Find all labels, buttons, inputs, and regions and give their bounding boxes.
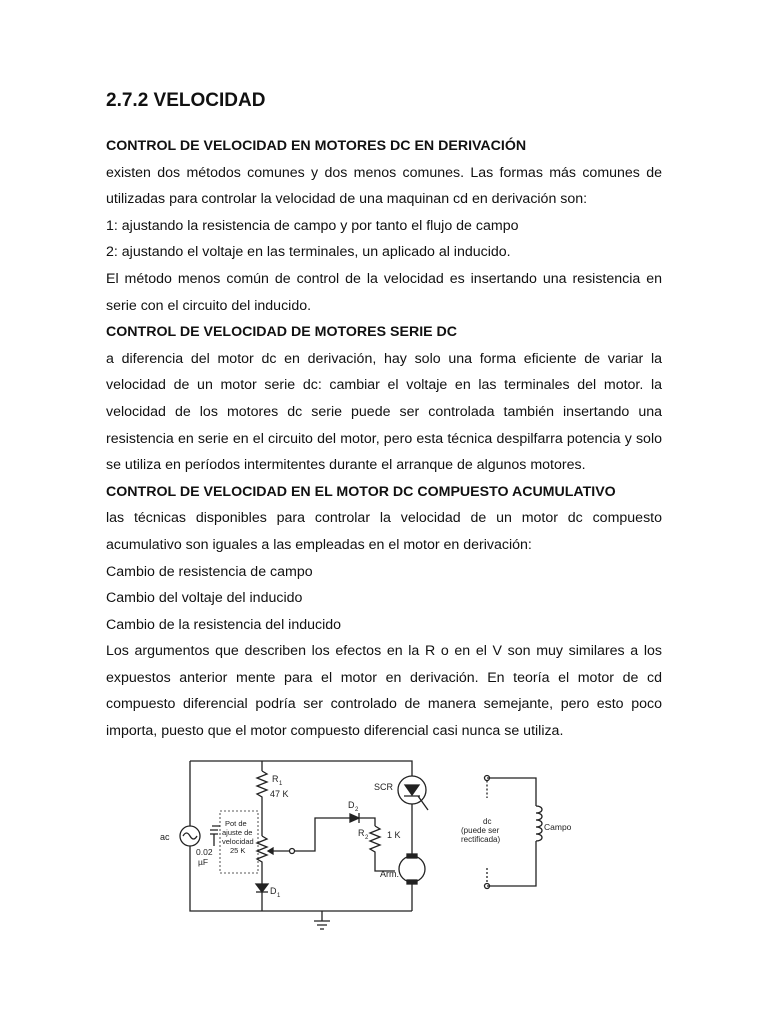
campo-label: Campo [544, 822, 572, 832]
subheading-series: CONTROL DE VELOCIDAD DE MOTORES SERIE DC [106, 324, 458, 341]
cap-value: 0.02 [196, 847, 213, 857]
subheading-shunt: CONTROL DE VELOCIDAD EN MOTORES DC EN DERIVACIÓN [106, 138, 527, 154]
wire [190, 761, 412, 776]
test-point [290, 849, 295, 854]
wire [359, 818, 375, 826]
arm-label: Arm. [380, 869, 399, 879]
r2-label: R [358, 828, 365, 838]
capacitor [210, 826, 220, 846]
list-item: Cambio del voltaje del inducido [106, 590, 303, 607]
pot-label: Pot de ajuste de velocidad 25 K [222, 819, 254, 855]
r1-value: 47 K [270, 789, 289, 799]
ac-label: ac [160, 832, 170, 842]
r1-subscript: 1 [279, 781, 283, 787]
dc-label: dc (puede ser rectificada) [461, 817, 501, 844]
ground-icon [314, 911, 330, 929]
r1-resistor [257, 771, 267, 836]
pot-resistor [257, 836, 267, 866]
wire [273, 818, 355, 851]
cap-unit: µF [198, 857, 209, 867]
d1-subscript: 1 [277, 893, 281, 899]
circuit-diagram [150, 756, 620, 936]
r2-value: 1 K [387, 830, 401, 840]
scr-label: SCR [374, 782, 394, 792]
paragraph: 1: ajustando la resistencia de campo y por tanto el flujo de campo [106, 217, 519, 234]
r2-subscript: 2 [365, 835, 369, 841]
r1-label: R [272, 774, 279, 784]
paragraph: 2: ajustando el voltaje en las terminales, un aplicado al inducido. [106, 244, 511, 261]
wire [487, 778, 536, 806]
field-coil-icon [536, 806, 542, 841]
d1-diode-icon [256, 884, 268, 892]
paragraph: a diferencia del motor dc en derivación, hay solo una forma eficiente de variar la velocidad de un motor serie dc: cambiar el voltaje en las terminales del motor. la velocidad de los motores dc serie puede ser controlada también insertando una resistencia en serie en el circuito del motor, pero esta técnica despilfarra potencia y solo se utiliza en períodos intermitentes durante el arranque de algunos motores. [106, 350, 662, 474]
pot-wiper-arrow [268, 848, 273, 854]
d2-label: D [348, 800, 355, 810]
armature-brush-top [407, 854, 417, 858]
d1-label: D [270, 886, 277, 896]
list-item: Cambio de resistencia de campo [106, 563, 313, 580]
d2-diode-icon [350, 814, 359, 822]
paragraph: existen dos métodos comunes y dos menos comunes. Las formas más comunes de utilizadas para controlar la velocidad de una maquinan cd en derivación son: [106, 164, 662, 208]
d2-subscript: 2 [355, 807, 359, 813]
armature-circle [399, 856, 425, 882]
subheading-compound: CONTROL DE VELOCIDAD EN EL MOTOR DC COMPUESTO ACUMULATIVO [106, 483, 616, 500]
section-heading: 2.7.2 VELOCIDAD [106, 90, 266, 111]
wire [487, 841, 536, 886]
paragraph: El método menos común de control de la velocidad es insertando una resistencia en serie con el circuito del inducido. [106, 270, 662, 314]
document-body [106, 133, 662, 745]
paragraph: Los argumentos que describen los efectos en la R o en el V son muy similares a los expuestos anterior mente para el motor en derivación. En teoría el motor de cd compuesto diferencial podría ser controlado de manera semejante, pero esto poco importa, puesto que el motor compuesto diferencial casi nunca se utiliza. [106, 643, 662, 740]
list-item: Cambio de la resistencia del inducido [106, 616, 342, 633]
paragraph: las técnicas disponibles para controlar la velocidad de un motor dc compuesto acumulativo son iguales a las empleadas en el motor en derivación: [106, 510, 662, 553]
